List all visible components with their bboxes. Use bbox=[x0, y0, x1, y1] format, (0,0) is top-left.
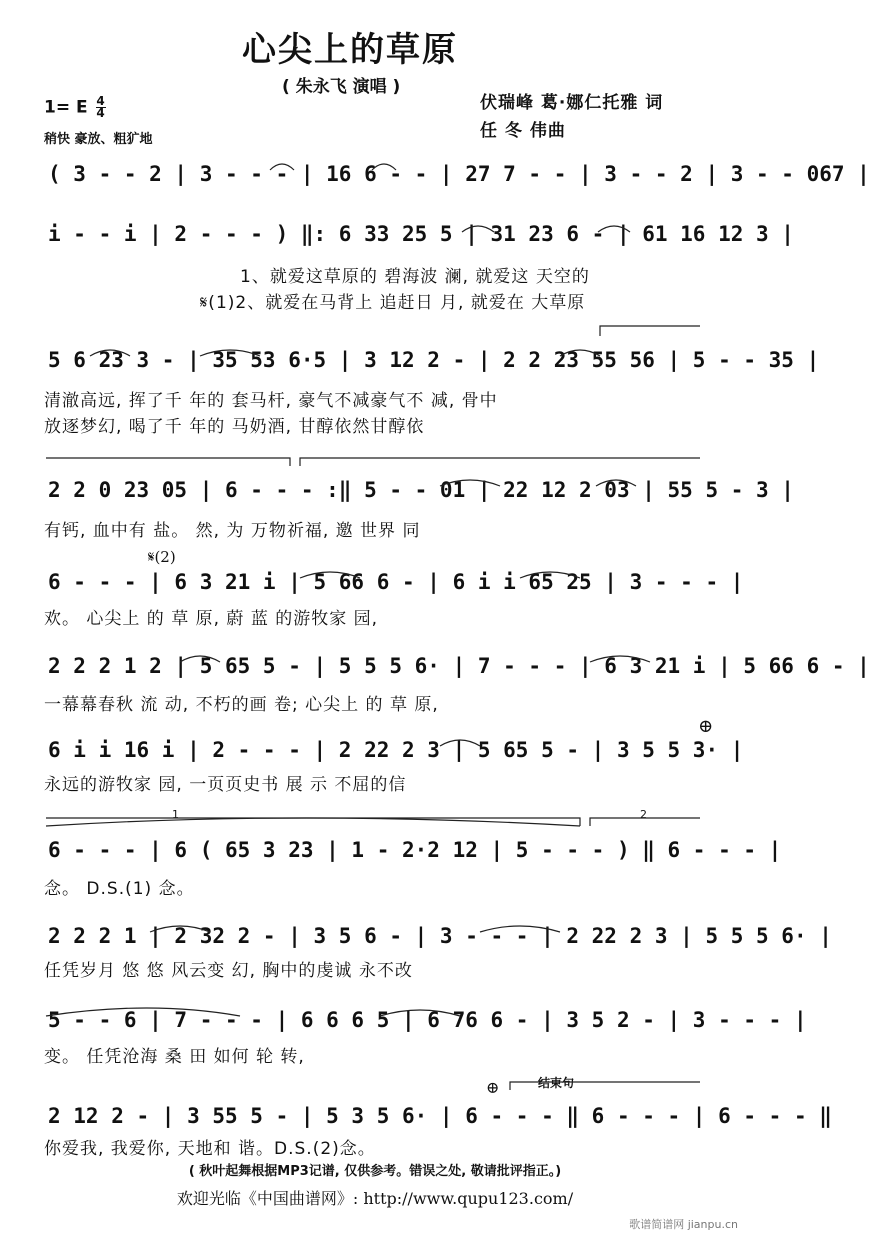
notation-line: 6 i i 16 i | 2 - - - | 2 22 2 3 | 5 65 5 - | 3 5 5 3· | bbox=[48, 738, 744, 762]
segno-2-mark: 𝄋(2) bbox=[148, 548, 176, 566]
lyric-line: 念。 D.S.(1) 念。 bbox=[44, 879, 195, 899]
lyricist-credit: 伏瑞峰 葛·娜仁托雅 词 bbox=[480, 93, 664, 113]
composer-credit: 任 冬 伟曲 bbox=[480, 121, 566, 141]
notation-line: 2 2 2 1 2 | 5 65 5 - | 5 5 5 6· | 7 - - - | 6 3 21 i | 5 66 6 - | bbox=[48, 654, 870, 678]
lyric-line: 1、就爱这草原的 碧海波 澜, 就爱这 天空的 bbox=[240, 267, 590, 287]
notation-line: i - - i | 2 - - - ) ‖: 6 33 25 5 | 31 23 6 - | 61 16 12 3 | bbox=[48, 222, 794, 246]
lyric-line: 放逐梦幻, 喝了千 年的 马奶酒, 甘醇依然甘醇依 bbox=[44, 417, 425, 437]
notation-line: 2 12 2 - | 3 55 5 - | 5 3 5 6· | 6 - - - ‖ 6 - - - | 6 - - - ‖ bbox=[48, 1104, 832, 1128]
notation-line: 6 - - - | 6 ( 65 3 23 | 1 - 2·2 12 | 5 - - - ) ‖ 6 - - - | bbox=[48, 838, 782, 862]
time-signature-top: 4 bbox=[96, 94, 105, 108]
song-title: 心尖上的草原 bbox=[242, 30, 458, 70]
tempo-marking: 稍快 豪放、粗犷地 bbox=[44, 132, 153, 147]
watermark: 歌谱简谱网 jianpu.cn bbox=[629, 1218, 738, 1231]
notation-line: 5 - - 6 | 7 - - - | 6 6 6 5 | 6 76 6 - | 3 5 2 - | 3 - - - | bbox=[48, 1008, 807, 1032]
volta-1-label: 1 bbox=[172, 808, 179, 821]
lyric-line: 任凭岁月 悠 悠 风云变 幻, 胸中的虔诚 永不改 bbox=[44, 961, 413, 981]
lyric-line: 一幕幕春秋 流 动, 不朽的画 卷; 心尖上 的 草 原, bbox=[44, 695, 439, 715]
notation-line: 5 6 23 3 - | 35 53 6·5 | 3 12 2 - | 2 2 23 55 56 | 5 - - 35 | bbox=[48, 348, 820, 372]
key-signature: 1= E $\frac{4}{4}$ bbox=[44, 94, 105, 120]
lyric-line: 有钙, 血中有 盐。 然, 为 万物祈福, 邀 世界 同 bbox=[44, 521, 421, 541]
ending-phrase-label: 结束句 bbox=[538, 1076, 575, 1090]
coda-mark: ⊕ bbox=[698, 716, 714, 737]
lyric-line: 变。 任凭沧海 桑 田 如何 轮 转, bbox=[44, 1047, 305, 1067]
notation-line: 2 2 2 1 | 2 32 2 - | 3 5 6 - | 3 - - - | 2 22 2 3 | 5 5 5 6· | bbox=[48, 924, 832, 948]
lyric-line: 𝄋(1)2、就爱在马背上 追赶日 月, 就爱在 大草原 bbox=[200, 293, 586, 313]
lyric-line: 清澈高远, 挥了千 年的 套马杆, 豪气不减豪气不 减, 骨中 bbox=[44, 391, 498, 411]
singer-credit: ( 朱永飞 演唱 ) bbox=[282, 77, 401, 97]
time-signature-bottom: 4 bbox=[96, 106, 105, 120]
lyric-line: 你爱我, 我爱你, 天地和 谐。D.S.(2)念。 bbox=[44, 1139, 376, 1159]
lyric-line: 欢。 心尖上 的 草 原, 蔚 蓝 的游牧家 园, bbox=[44, 609, 379, 629]
notation-line: ( 3 - - 2 | 3 - - - | 16 6 - - | 27 7 - - | 3 - - 2 | 3 - - 067 | bbox=[48, 162, 870, 186]
lyric-line: 永远的游牧家 园, 一页页史书 展 示 不屈的信 bbox=[44, 775, 407, 795]
notation-line: 2 2 0 23 05 | 6 - - - :‖ 5 - - 01 | 22 12 2 03 | 55 5 - 3 | bbox=[48, 478, 794, 502]
volta-2-label: 2 bbox=[640, 808, 647, 821]
notation-line: 6 - - - | 6 3 21 i | 5 66 6 - | 6 i i 65 25 | 3 - - - | bbox=[48, 570, 744, 594]
transcription-note: ( 秋叶起舞根据MP3记谱, 仅供参考。错误之处, 敬请批评指正。) bbox=[188, 1164, 562, 1179]
site-link[interactable]: 欢迎光临《中国曲谱网》: http://www.qupu123.com/ bbox=[176, 1189, 574, 1208]
coda-mark-end: ⊕ bbox=[486, 1078, 500, 1097]
